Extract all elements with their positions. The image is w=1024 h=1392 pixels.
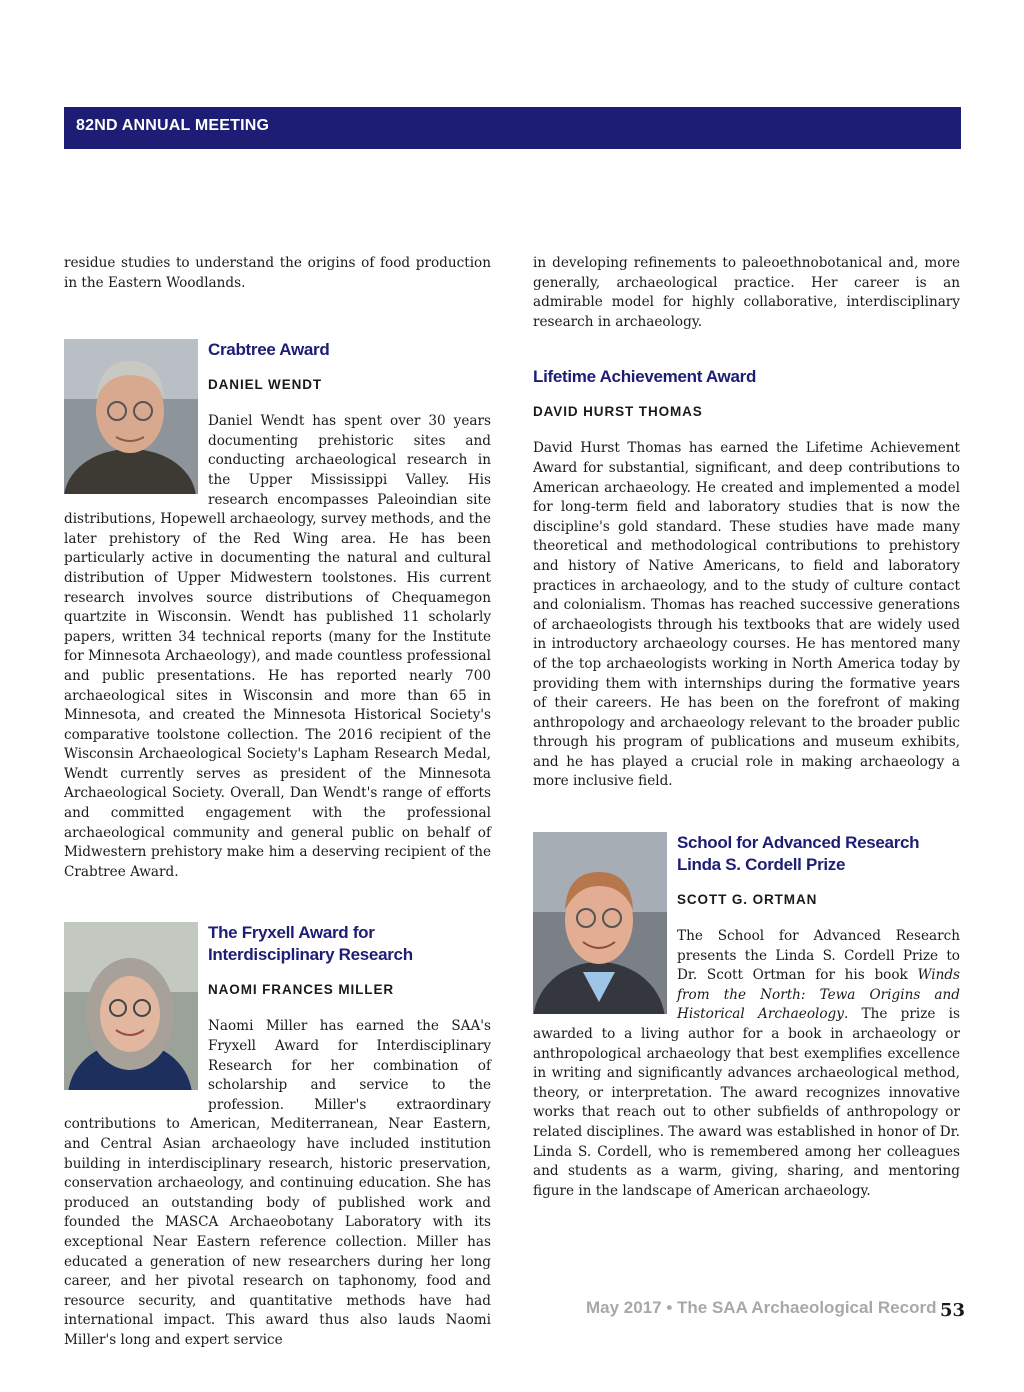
cordell-body-end: . The prize is awarded to a living author for a book in archaeology or anthropological archaeology that best exemplifies excellence in writing and significantly advances archaeological method, theory, or interpretation. The award recognizes innovative works that reach out to other subfields of anthropology or related disciplines. The award was established in honor of Dr. Linda S. Cordell, who is remembered among her colleagues and students as a warm, giving, sharing, and mentoring figure in the landscape of American archaeology.	[533, 1006, 960, 1199]
lifetime-award-title: Lifetime Achievement Award	[533, 367, 757, 387]
cordell-award-title-line1: School for Advanced Research	[677, 833, 920, 853]
footer-issue: May 2017 • The SAA Archaeological Record	[586, 1298, 937, 1317]
fryxell-recipient: NAOMI FRANCES MILLER	[208, 982, 394, 998]
cordell-book-title: Winds from the North: Tewa Origins and Historical Archaeology	[677, 967, 960, 1023]
cordell-recipient: SCOTT G. ORTMAN	[677, 892, 818, 908]
fryxell-award-title: The Fryxell Award for Interdisciplinary Research	[208, 923, 413, 965]
lifetime-recipient: DAVID HURST THOMAS	[533, 404, 703, 420]
cordell-award-title-line2: Linda S. Cordell Prize	[677, 855, 846, 875]
section-banner	[64, 107, 961, 149]
crabtree-recipient: DANIEL WENDT	[208, 377, 323, 393]
cordell-body-start: The School for Advanced Research presents the Linda S. Cordell Prize to Dr. Scott Ortman for his book	[677, 928, 960, 984]
left-column	[64, 254, 491, 1351]
intro-text-left: residue studies to understand the origins of food production in the Eastern Woodlands.	[64, 255, 491, 291]
naomi-miller-photo	[64, 922, 198, 1090]
scott-ortman-photo	[533, 832, 667, 1014]
daniel-wendt-photo	[64, 339, 198, 494]
crabtree-award-title: Crabtree Award	[208, 340, 330, 360]
intro-text-right: in developing refinements to paleoethnobotanical and, more generally, archaeological practice. Her career is an admirable model for highly collaborative, interdisciplinary research in archaeology.	[533, 255, 960, 330]
crabtree-body: Daniel Wendt has spent over 30 years documenting prehistoric sites and conducting archaeological research in the Upper Mississippi Valley. His research encompasses Paleoindian site distributions, Hopewell archaeology, survey methods, and the later prehistory of the Red Wing area. He has been particularly active in documenting the natural and cultural distribution of Upper Midwestern toolstones. His current research involves source distributions of Chequamegon quartzite in Wisconsin. Wendt has published 11 scholarly papers, written 34 technical reports (many for the Institute for Minnesota Archaeology), and made countless professional and public presentations. He has reported nearly 700 archaeological sites in Wisconsin and more than 65 in Minnesota, and created the Minnesota Historical Society's comparative toolstone collection. The 2016 recipient of the Wisconsin Archaeological Society's Lapham Research Medal, Wendt currently serves as president of the Minnesota Archaeological Society. Overall, Dan Wendt's range of efforts and committed engagement with the professional archaeological community and general public on behalf of Midwestern prehistory make him a deserving recipient of the Crabtree Award.	[64, 413, 491, 880]
right-column	[533, 254, 960, 1201]
section-title: 82ND ANNUAL MEETING	[76, 117, 270, 134]
page-number: 53	[940, 1300, 966, 1321]
fryxell-body: Naomi Miller has earned the SAA's Fryxell Award for Interdisciplinary Research for her combination of scholarship and service to the profession. Miller's extraordinary contributions to American, Mediterranean, Near Eastern, and Central Asian archaeology have included institution building in interdisciplinary research, historic preservation, conservation archaeology, and continuing education. She has produced an outstanding body of published work and founded the MASCA Archaeobotany Laboratory with its exceptional Near Eastern reference collection. Miller has educated a generation of new researchers during her long career, and her pivotal research on taphonomy, food and resource security, and quantitative methods have had international impact. This award thus also lauds Naomi Miller's long and expert service	[64, 1018, 491, 1348]
lifetime-body: David Hurst Thomas has earned the Lifetime Achievement Award for substantial, significant, and deep contributions to American archaeology. He created and implemented a model for long-term field and laboratory studies that is now the discipline's gold standard. These studies have made many theoretical and methodological contributions to prehistory and history of Native Americans, to field and laboratory practices in archaeology, and to the study of culture contact and colonialism. Thomas has reached successive generations of archaeologists through his textbooks that are widely used in introductory archaeology courses. He has mentored many of the top archaeologists working in North America today by providing them with internships during the formative years of their careers. He has been on the forefront of making anthropology and archaeology relevant to the broader public through his program of publications and museum exhibits, and he has played a crucial role in making archaeology a more inclusive field.	[533, 440, 960, 790]
